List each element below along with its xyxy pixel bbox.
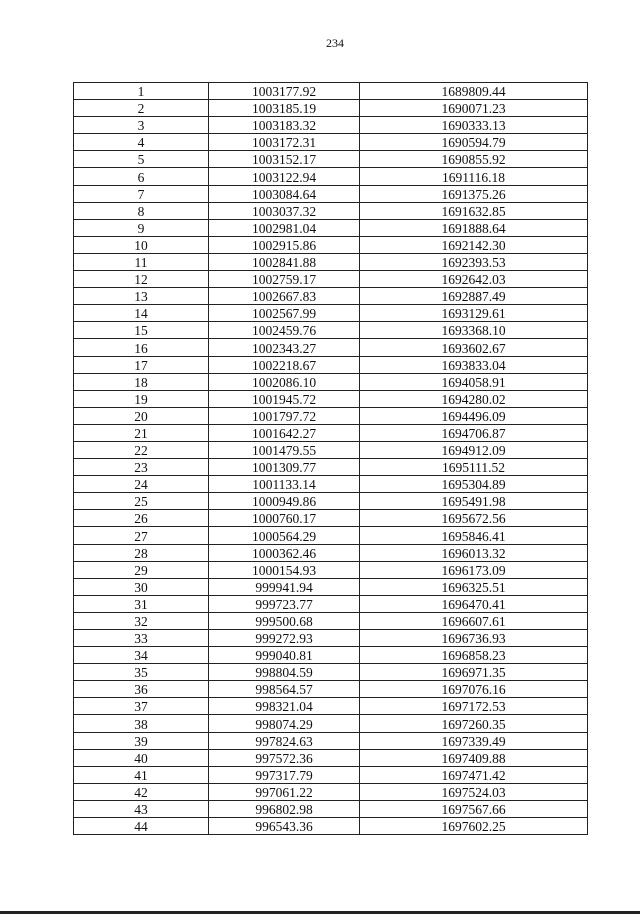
y-coordinate-cell: 1696607.61 xyxy=(360,612,588,629)
table-row xyxy=(74,356,588,373)
x-coordinate-cell: 1002667.83 xyxy=(209,288,360,305)
point-number-cell: 15 xyxy=(74,322,209,339)
table-row xyxy=(74,766,588,783)
x-coordinate-cell: 1000564.29 xyxy=(209,527,360,544)
table-row xyxy=(74,390,588,407)
table-row xyxy=(74,715,588,732)
x-coordinate-cell: 1002086.10 xyxy=(209,373,360,390)
x-coordinate-cell: 1001642.27 xyxy=(209,424,360,441)
x-coordinate-cell: 997317.79 xyxy=(209,766,360,783)
y-coordinate-cell: 1697567.66 xyxy=(360,800,588,817)
table-row xyxy=(74,612,588,629)
x-coordinate-cell: 996543.36 xyxy=(209,818,360,835)
point-number-cell: 32 xyxy=(74,612,209,629)
x-coordinate-cell: 1003037.32 xyxy=(209,202,360,219)
y-coordinate-cell: 1695111.52 xyxy=(360,459,588,476)
y-coordinate-cell: 1695846.41 xyxy=(360,527,588,544)
table-row xyxy=(74,561,588,578)
x-coordinate-cell: 1000949.86 xyxy=(209,493,360,510)
y-coordinate-cell: 1696971.35 xyxy=(360,664,588,681)
x-coordinate-cell: 1002981.04 xyxy=(209,219,360,236)
bottom-border-line xyxy=(0,911,640,914)
x-coordinate-cell: 1002915.86 xyxy=(209,236,360,253)
table-row xyxy=(74,681,588,698)
y-coordinate-cell: 1691632.85 xyxy=(360,202,588,219)
y-coordinate-cell: 1691116.18 xyxy=(360,168,588,185)
x-coordinate-cell: 996802.98 xyxy=(209,800,360,817)
x-coordinate-cell: 997824.63 xyxy=(209,732,360,749)
point-number-cell: 17 xyxy=(74,356,209,373)
point-number-cell: 39 xyxy=(74,732,209,749)
x-coordinate-cell: 1001479.55 xyxy=(209,441,360,458)
table-row xyxy=(74,732,588,749)
table-row xyxy=(74,800,588,817)
point-number-cell: 4 xyxy=(74,134,209,151)
y-coordinate-cell: 1696325.51 xyxy=(360,578,588,595)
table-row xyxy=(74,271,588,288)
x-coordinate-cell: 1001797.72 xyxy=(209,407,360,424)
table-row xyxy=(74,818,588,835)
x-coordinate-cell: 999941.94 xyxy=(209,578,360,595)
point-number-cell: 34 xyxy=(74,647,209,664)
point-number-cell: 43 xyxy=(74,800,209,817)
x-coordinate-cell: 1000760.17 xyxy=(209,510,360,527)
table-row xyxy=(74,664,588,681)
y-coordinate-cell: 1693129.61 xyxy=(360,305,588,322)
point-number-cell: 1 xyxy=(74,83,209,100)
point-number-cell: 13 xyxy=(74,288,209,305)
y-coordinate-cell: 1695672.56 xyxy=(360,510,588,527)
coordinates-table-body xyxy=(74,83,588,835)
point-number-cell: 30 xyxy=(74,578,209,595)
table-row xyxy=(74,219,588,236)
point-number-cell: 20 xyxy=(74,407,209,424)
point-number-cell: 40 xyxy=(74,749,209,766)
y-coordinate-cell: 1691888.64 xyxy=(360,219,588,236)
table-row xyxy=(74,100,588,117)
y-coordinate-cell: 1696173.09 xyxy=(360,561,588,578)
y-coordinate-cell: 1693602.67 xyxy=(360,339,588,356)
table-row xyxy=(74,749,588,766)
y-coordinate-cell: 1697172.53 xyxy=(360,698,588,715)
x-coordinate-cell: 1001945.72 xyxy=(209,390,360,407)
point-number-cell: 9 xyxy=(74,219,209,236)
table-row xyxy=(74,578,588,595)
y-coordinate-cell: 1696013.32 xyxy=(360,544,588,561)
y-coordinate-cell: 1697409.88 xyxy=(360,749,588,766)
table-row xyxy=(74,305,588,322)
x-coordinate-cell: 999272.93 xyxy=(209,630,360,647)
point-number-cell: 7 xyxy=(74,185,209,202)
table-row xyxy=(74,441,588,458)
point-number-cell: 22 xyxy=(74,441,209,458)
x-coordinate-cell: 1003084.64 xyxy=(209,185,360,202)
point-number-cell: 23 xyxy=(74,459,209,476)
y-coordinate-cell: 1697471.42 xyxy=(360,766,588,783)
y-coordinate-cell: 1696470.41 xyxy=(360,595,588,612)
table-row xyxy=(74,373,588,390)
table-row xyxy=(74,544,588,561)
point-number-cell: 36 xyxy=(74,681,209,698)
x-coordinate-cell: 998321.04 xyxy=(209,698,360,715)
x-coordinate-cell: 999723.77 xyxy=(209,595,360,612)
point-number-cell: 25 xyxy=(74,493,209,510)
point-number-cell: 2 xyxy=(74,100,209,117)
point-number-cell: 42 xyxy=(74,783,209,800)
x-coordinate-cell: 1001309.77 xyxy=(209,459,360,476)
y-coordinate-cell: 1692142.30 xyxy=(360,236,588,253)
table-row xyxy=(74,698,588,715)
y-coordinate-cell: 1692642.03 xyxy=(360,271,588,288)
x-coordinate-cell: 1002459.76 xyxy=(209,322,360,339)
point-number-cell: 21 xyxy=(74,424,209,441)
x-coordinate-cell: 1002841.88 xyxy=(209,253,360,270)
point-number-cell: 6 xyxy=(74,168,209,185)
table-row xyxy=(74,630,588,647)
table-row xyxy=(74,783,588,800)
y-coordinate-cell: 1696858.23 xyxy=(360,647,588,664)
x-coordinate-cell: 1003152.17 xyxy=(209,151,360,168)
y-coordinate-cell: 1690071.23 xyxy=(360,100,588,117)
point-number-cell: 33 xyxy=(74,630,209,647)
table-row xyxy=(74,83,588,100)
table-row xyxy=(74,151,588,168)
x-coordinate-cell: 1002759.17 xyxy=(209,271,360,288)
x-coordinate-cell: 998804.59 xyxy=(209,664,360,681)
y-coordinate-cell: 1694706.87 xyxy=(360,424,588,441)
x-coordinate-cell: 1002343.27 xyxy=(209,339,360,356)
y-coordinate-cell: 1697339.49 xyxy=(360,732,588,749)
y-coordinate-cell: 1690855.92 xyxy=(360,151,588,168)
y-coordinate-cell: 1693368.10 xyxy=(360,322,588,339)
y-coordinate-cell: 1692887.49 xyxy=(360,288,588,305)
table-row xyxy=(74,202,588,219)
y-coordinate-cell: 1689809.44 xyxy=(360,83,588,100)
table-row xyxy=(74,185,588,202)
point-number-cell: 3 xyxy=(74,117,209,134)
x-coordinate-cell: 1003122.94 xyxy=(209,168,360,185)
y-coordinate-cell: 1690333.13 xyxy=(360,117,588,134)
y-coordinate-cell: 1694280.02 xyxy=(360,390,588,407)
point-number-cell: 19 xyxy=(74,390,209,407)
table-row xyxy=(74,407,588,424)
point-number-cell: 14 xyxy=(74,305,209,322)
point-number-cell: 27 xyxy=(74,527,209,544)
point-number-cell: 26 xyxy=(74,510,209,527)
x-coordinate-cell: 997061.22 xyxy=(209,783,360,800)
point-number-cell: 31 xyxy=(74,595,209,612)
y-coordinate-cell: 1690594.79 xyxy=(360,134,588,151)
y-coordinate-cell: 1693833.04 xyxy=(360,356,588,373)
point-number-cell: 11 xyxy=(74,253,209,270)
x-coordinate-cell: 1003185.19 xyxy=(209,100,360,117)
x-coordinate-cell: 998564.57 xyxy=(209,681,360,698)
x-coordinate-cell: 1003183.32 xyxy=(209,117,360,134)
point-number-cell: 35 xyxy=(74,664,209,681)
y-coordinate-cell: 1697524.03 xyxy=(360,783,588,800)
point-number-cell: 8 xyxy=(74,202,209,219)
y-coordinate-cell: 1695304.89 xyxy=(360,476,588,493)
y-coordinate-cell: 1694058.91 xyxy=(360,373,588,390)
table-row xyxy=(74,339,588,356)
table-row xyxy=(74,476,588,493)
y-coordinate-cell: 1694496.09 xyxy=(360,407,588,424)
point-number-cell: 28 xyxy=(74,544,209,561)
y-coordinate-cell: 1697260.35 xyxy=(360,715,588,732)
x-coordinate-cell: 1001133.14 xyxy=(209,476,360,493)
x-coordinate-cell: 999040.81 xyxy=(209,647,360,664)
point-number-cell: 10 xyxy=(74,236,209,253)
point-number-cell: 44 xyxy=(74,818,209,835)
y-coordinate-cell: 1697076.16 xyxy=(360,681,588,698)
table-row xyxy=(74,510,588,527)
y-coordinate-cell: 1694912.09 xyxy=(360,441,588,458)
point-number-cell: 16 xyxy=(74,339,209,356)
coordinates-table xyxy=(73,82,588,835)
table-row xyxy=(74,117,588,134)
table-row xyxy=(74,595,588,612)
x-coordinate-cell: 1002567.99 xyxy=(209,305,360,322)
point-number-cell: 41 xyxy=(74,766,209,783)
point-number-cell: 12 xyxy=(74,271,209,288)
point-number-cell: 37 xyxy=(74,698,209,715)
point-number-cell: 38 xyxy=(74,715,209,732)
table-row xyxy=(74,424,588,441)
y-coordinate-cell: 1695491.98 xyxy=(360,493,588,510)
table-row xyxy=(74,647,588,664)
table-row xyxy=(74,253,588,270)
table-row xyxy=(74,459,588,476)
x-coordinate-cell: 1002218.67 xyxy=(209,356,360,373)
table-row xyxy=(74,168,588,185)
x-coordinate-cell: 999500.68 xyxy=(209,612,360,629)
x-coordinate-cell: 1000362.46 xyxy=(209,544,360,561)
x-coordinate-cell: 1000154.93 xyxy=(209,561,360,578)
point-number-cell: 18 xyxy=(74,373,209,390)
table-row xyxy=(74,322,588,339)
point-number-cell: 5 xyxy=(74,151,209,168)
table-row xyxy=(74,236,588,253)
table-row xyxy=(74,493,588,510)
y-coordinate-cell: 1697602.25 xyxy=(360,818,588,835)
x-coordinate-cell: 998074.29 xyxy=(209,715,360,732)
table-row xyxy=(74,134,588,151)
y-coordinate-cell: 1696736.93 xyxy=(360,630,588,647)
x-coordinate-cell: 1003177.92 xyxy=(209,83,360,100)
table-row xyxy=(74,527,588,544)
point-number-cell: 29 xyxy=(74,561,209,578)
x-coordinate-cell: 997572.36 xyxy=(209,749,360,766)
table-row xyxy=(74,288,588,305)
y-coordinate-cell: 1692393.53 xyxy=(360,253,588,270)
page-number: 234 xyxy=(326,36,344,50)
y-coordinate-cell: 1691375.26 xyxy=(360,185,588,202)
point-number-cell: 24 xyxy=(74,476,209,493)
x-coordinate-cell: 1003172.31 xyxy=(209,134,360,151)
